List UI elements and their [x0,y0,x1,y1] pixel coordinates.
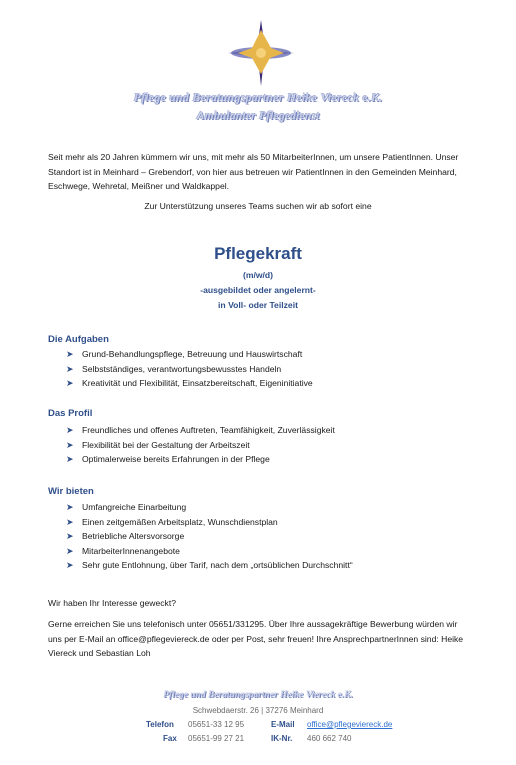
arrow-bullet-icon: ➤ [66,349,74,359]
footer-fax-label: Fax [163,734,177,743]
list-item: ➤ Betriebliche Altersvorsorge [66,529,353,544]
footer-phone: 05651-33 12 95 [188,720,245,729]
footer-phone-label: Telefon [146,720,174,729]
arrow-bullet-icon: ➤ [66,363,74,374]
tasks-list [66,347,313,391]
compass-star-logo-icon [226,18,296,88]
job-qualification: -ausgebildet oder angelernt- [200,285,316,295]
profile-list [66,423,335,467]
arrow-bullet-icon: ➤ [66,516,74,527]
arrow-bullet-icon: ➤ [66,545,74,556]
company-name: Pflege und Beratungspartner Heike Viereck e.K. [133,90,383,104]
footer-email-link[interactable]: office@pflegeviereck.de [307,720,393,729]
footer-ik-number: 460 662 740 [307,734,352,743]
job-gender: (m/w/d) [242,270,274,280]
list-item: ➤ Selbstständiges, verantwortungsbewusstes Handeln [66,362,313,377]
list-item: ➤ Grund-Behandlungspflege, Betreuung und Hauswirtschaft [66,347,313,362]
offer-list [66,500,353,573]
footer-email-label: E-Mail [271,720,295,729]
company-tagline: Ambulanter Pflegedienst [196,108,320,122]
list-item: ➤ Flexibilität bei der Gestaltung der Arbeitszeit [66,438,335,453]
intro-paragraph: Seit mehr als 20 Jahren kümmern wir uns, mit mehr als 50 MitarbeiterInnen, um unsere PatientInnen. Unser Standort ist in Meinhard – Grebendorf, von hier aus betreuen wir PatientInnen in den Gemeinden Meinhard, Eschwege, Wehretal, Meißner und Waldkappel. [48,152,459,191]
arrow-bullet-icon: ➤ [66,560,74,570]
list-item: ➤ Freundliches und offenes Auftreten, Teamfähigkeit, Zuverlässigkeit [66,423,335,438]
section-heading-offer: Wir bieten [48,486,94,497]
list-item: ➤ MitarbeiterInnenangebote [66,544,353,559]
footer-fax: 05651-99 27 21 [188,734,245,743]
section-heading-tasks: Die Aufgaben [48,334,109,345]
arrow-bullet-icon: ➤ [66,531,74,541]
arrow-bullet-icon: ➤ [66,439,74,450]
list-item: ➤ Einen zeitgemäßen Arbeitsplatz, Wunschdienstplan [66,515,353,530]
section-heading-profile: Das Profil [48,408,93,419]
seeking-line: Zur Unterstützung unseres Teams suchen wir ab sofort eine [144,201,372,211]
footer-company-name: Pflege und Beratungspartner Heike Viereck e.K. [163,690,353,700]
list-item: ➤ Optimalerweise bereits Erfahrungen in der Pflege [66,452,335,467]
list-item: ➤ Umfangreiche Einarbeitung [66,500,353,515]
list-item: ➤ Sehr gute Entlohnung, über Tarif, nach dem „ortsüblichen Durchschnitt“ [66,558,353,573]
job-title: Pflegekraft [214,244,302,263]
contact-paragraph: Gerne erreichen Sie uns telefonisch unter 05651/331295. Über Ihre aussagekräftige Bewerbung würden wir uns per E-Mail an office@pflegeviereck.de oder per Post, sehr freuen! Ihre AnsprechpartnerInnen sind: Heike Viereck und Sebastian Loh [48,619,464,658]
arrow-bullet-icon: ➤ [66,454,74,464]
list-item: ➤ Kreativität und Flexibilität, Einsatzbereitschaft, Eigeninitiative [66,376,313,391]
interest-question: Wir haben Ihr Interesse geweckt? [48,598,177,608]
footer-address: Schwebdaerstr. 26 | 37276 Meinhard [192,706,324,715]
arrow-bullet-icon: ➤ [66,502,74,512]
footer-ik-label: IK-Nr. [271,734,293,743]
arrow-bullet-icon: ➤ [66,425,74,435]
arrow-bullet-icon: ➤ [66,378,74,388]
job-hours: in Voll- oder Teilzeit [218,300,298,310]
